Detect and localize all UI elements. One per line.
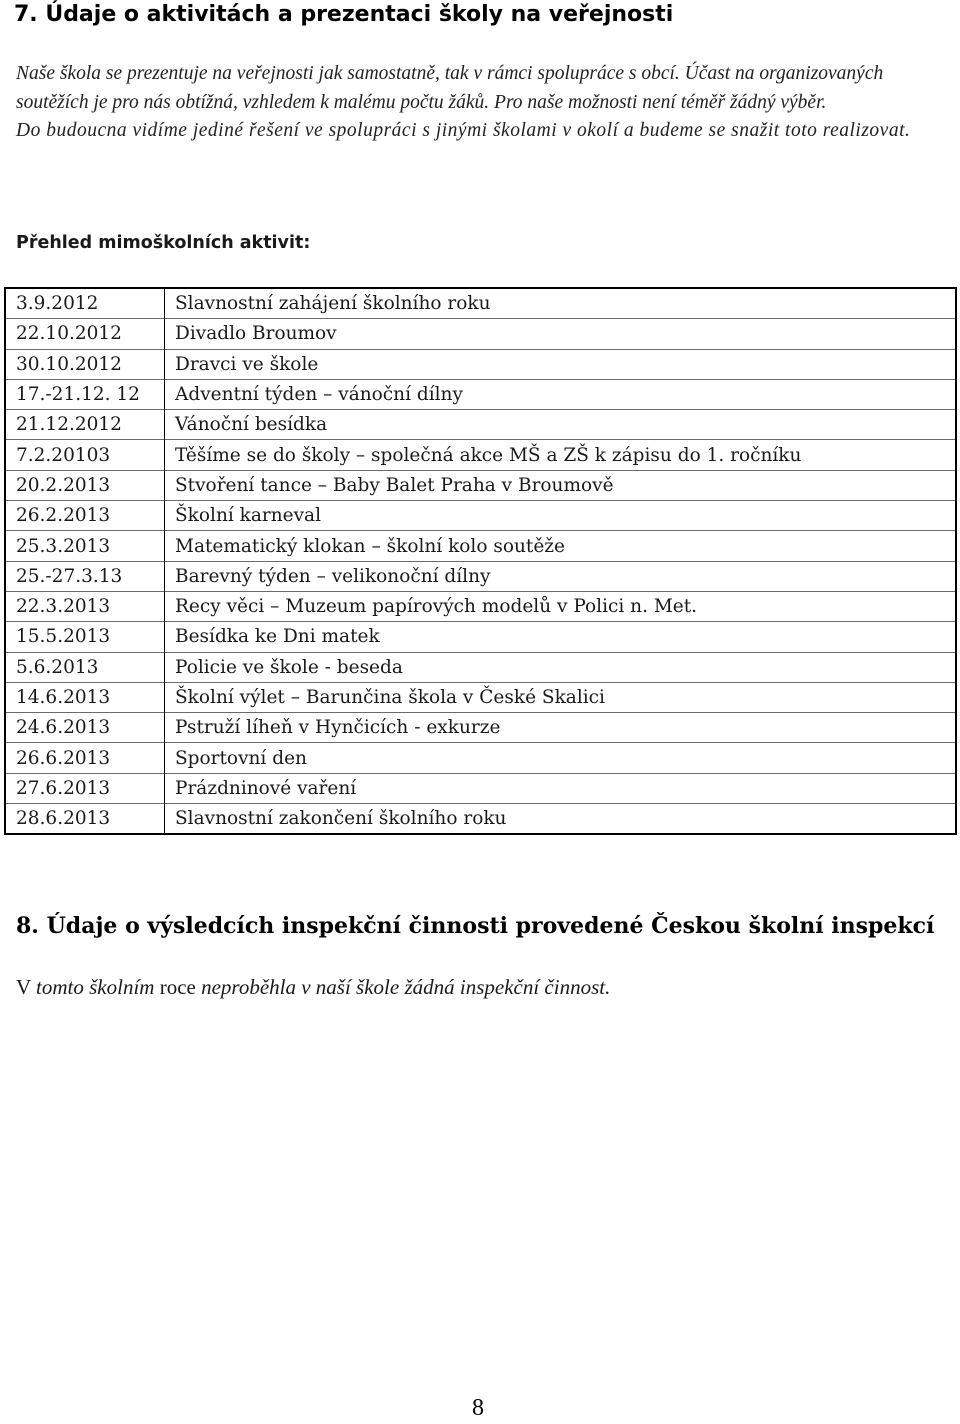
table-row [5, 652, 956, 682]
activity-event: Matematický klokan – školní kolo soutěže [175, 535, 565, 557]
table-row [5, 288, 956, 319]
activity-date: 28.6.2013 [5, 804, 165, 835]
activity-event: Těšíme se do školy – společná akce MŠ a ZŠ k zápisu do 1. ročníku [175, 444, 802, 466]
activity-date: 30.10.2012 [5, 349, 165, 379]
activity-date: 25.3.2013 [5, 531, 165, 561]
activity-date: 22.3.2013 [5, 591, 165, 621]
inspection-text-part: V [16, 975, 37, 999]
page-number: 8 [472, 1395, 484, 1421]
activity-event: Recy věci – Muzeum papírových modelů v Polici n. Met. [175, 596, 698, 618]
activity-event: Dravci ve škole [175, 353, 319, 375]
table-row [5, 591, 956, 621]
activity-event: Sportovní den [175, 747, 307, 769]
table-row [5, 743, 956, 773]
activity-date: 27.6.2013 [5, 773, 165, 803]
activity-event: Slavnostní zahájení školního roku [175, 293, 491, 315]
activity-date: 26.2.2013 [5, 501, 165, 531]
activity-event: Policie ve škole - beseda [175, 656, 403, 678]
inspection-text-part: neproběhla v naší škole žádná inspekční činnost. [201, 975, 611, 999]
activity-event: Školní karneval [175, 505, 321, 527]
table-row [5, 622, 956, 652]
activity-event: Divadlo Broumov [175, 323, 337, 345]
activity-event: Vánoční besídka [175, 414, 328, 436]
activity-event: Barevný týden – velikonoční dílny [175, 565, 491, 587]
activity-date: 20.2.2013 [5, 470, 165, 500]
table-row [5, 319, 956, 349]
table-row [5, 470, 956, 500]
activity-event: Prázdninové vaření [175, 777, 357, 799]
activity-event: Slavnostní zakončení školního roku [175, 808, 507, 830]
table-row [5, 682, 956, 712]
activity-date: 25.-27.3.13 [5, 561, 165, 591]
table-row [5, 501, 956, 531]
inspection-text-part: roce [154, 975, 202, 999]
table-row [5, 804, 956, 835]
activity-event: Besídka ke Dni matek [175, 626, 380, 648]
section-8-title: 8. Údaje o výsledcích inspekční činnosti provedené Českou školní inspekcí [16, 913, 935, 939]
activity-event: Pstruží líheň v Hynčicích - exkurze [175, 717, 501, 739]
activity-date: 26.6.2013 [5, 743, 165, 773]
intro-paragraph-1: Naše škola se prezentuje na veřejnosti jak samostatně, tak v rámci spolupráce s obcí. Účast na organizovaných soutěžích je pro nás obtížná, vzhledem k malému počtu žáků. Pro naše možnosti není téměř žádný výběr. [16, 63, 884, 113]
table-row [5, 410, 956, 440]
activity-date: 24.6.2013 [5, 713, 165, 743]
activity-event: Školní výlet – Barunčina škola v České Skalici [175, 687, 605, 708]
activity-date: 5.6.2013 [5, 652, 165, 682]
activity-date: 17.-21.12. 12 [5, 379, 165, 409]
table-row [5, 773, 956, 803]
activity-date: 15.5.2013 [5, 622, 165, 652]
activities-heading: Přehled mimoškolních aktivit: [16, 233, 311, 253]
table-row [5, 561, 956, 591]
activity-date: 3.9.2012 [5, 288, 165, 319]
section-7-title: 7. Údaje o aktivitách a prezentaci školy na veřejnosti [14, 2, 674, 27]
activity-event: Stvoření tance – Baby Balet Praha v Broumově [175, 474, 614, 496]
activities-table [4, 287, 957, 835]
inspection-statement [16, 975, 610, 1000]
activity-date: 22.10.2012 [5, 319, 165, 349]
table-row [5, 531, 956, 561]
activity-date: 21.12.2012 [5, 410, 165, 440]
table-row [5, 713, 956, 743]
intro-paragraph-2: Do budoucna vidíme jediné řešení ve spolupráci s jinými školami v okolí a budeme se snažit toto realizovat. [16, 120, 911, 141]
table-row [5, 349, 956, 379]
table-row [5, 379, 956, 409]
table-row [5, 440, 956, 470]
inspection-text-part: tomto školním [36, 975, 155, 999]
activity-event: Adventní týden – vánoční dílny [175, 384, 463, 406]
activity-date: 7.2.20103 [5, 440, 165, 470]
section-7-intro [16, 60, 951, 146]
activity-date: 14.6.2013 [5, 682, 165, 712]
